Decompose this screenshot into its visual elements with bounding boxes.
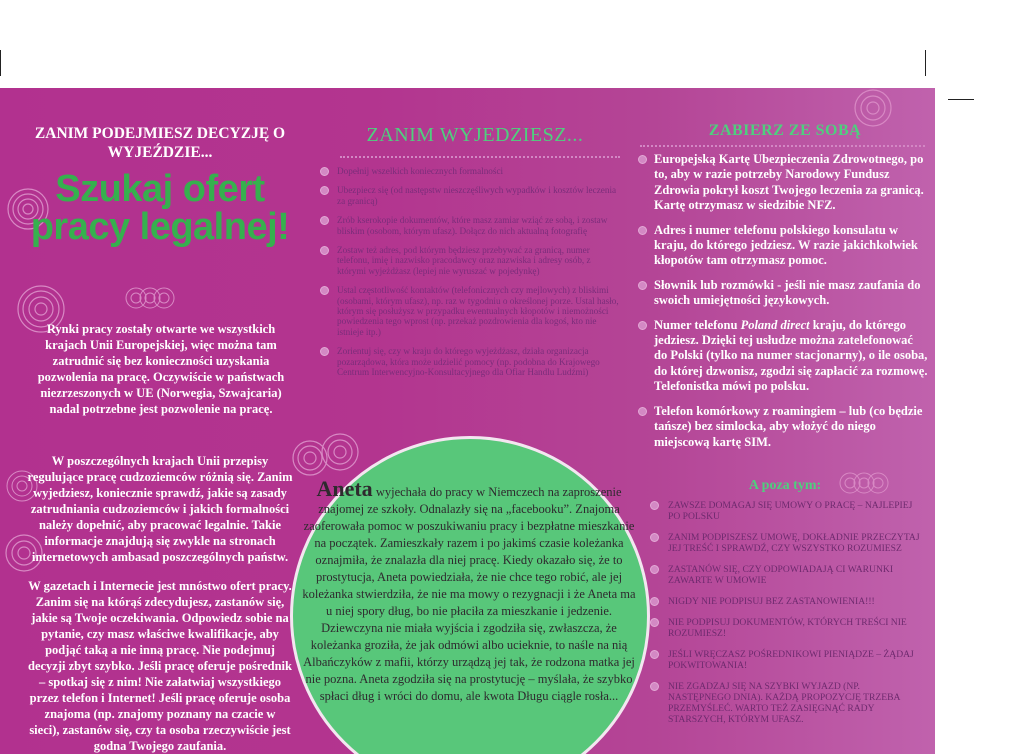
bullet-icon: [650, 682, 659, 691]
list-item-text: Numer telefonu: [654, 317, 741, 332]
take-with-you-list: [638, 152, 928, 459]
bullet-icon: [650, 565, 659, 574]
warnings-list: [650, 500, 920, 735]
bullet-icon: [320, 186, 329, 195]
list-item-text: Telefon komórkowy z roamingiem – lub (co będzie tańsze) bez simlocka, aby włożyć do niego miejscową kartę SIM.: [654, 403, 923, 449]
bullet-icon: [650, 618, 659, 627]
leaflet-panel: [0, 88, 935, 754]
list-item-text: NIE ZGADZAJ SIĘ NA SZYBKI WYJAZD (NP. NASTĘPNEGO DNIA). KAŻDĄ PROPOZYCJĘ TRZEBA PRZEMYŚLEĆ. WARTO TEŻ ZASIĘGNĄĆ RADY STARSZYCH, KTÓRYM UFASZ.: [668, 681, 900, 725]
list-item-text: Zorientuj się, czy w kraju do którego wyjeżdżasz, działa organizacja pozarządowa, która może udzielić pomocy (np. podobna do Krajowego Centrum Interwencyjno-Konsultacyjnego dla Ofiar Handlu Ludźmi): [337, 346, 600, 378]
list-item-text: Europejską Kartę Ubezpieczenia Zdrowotnego, po to, aby w razie potrzeby Narodowy Fundusz Zdrowia pokrył koszt Twojego leczenia za granicą. Kartę otrzymasz w siedzibie NFZ.: [654, 152, 924, 213]
list-item: [320, 166, 620, 176]
bullet-icon: [650, 597, 659, 606]
list-item-text: Dopełnij wszelkich koniecznych formalności: [337, 166, 504, 176]
bullet-icon: [638, 281, 647, 290]
divider: [640, 145, 925, 147]
list-item-text: Zrób kserokopie dokumentów, które masz zamiar wziąć ze sobą, i zostaw bliskim (osobom, którym ufasz). Dołącz do nich aktualną fotografię: [337, 215, 608, 236]
col1-paragraph-labour-markets: Rynki pracy zostały otwarte we wszystkich krajach Unii Europejskiej, więc można tam zatrudnić się bez konieczności uzyskania pozwolenia na pracę. Oczywiście w państwach niezrzeszonych w UE (Norwegia, Szwajcaria) nadal potrzebne jest pozwolenie na pracę.: [37, 322, 285, 416]
list-item: [320, 245, 620, 276]
bullet-icon: [320, 286, 329, 295]
crop-mark: [948, 99, 974, 100]
before-departure-list: [320, 166, 620, 387]
list-item-text: ZANIM PODPISZESZ UMOWĘ, DOKŁADNIE PRZECZYTAJ JEJ TREŚĆ I SPRAWDŹ, CZY WSZYSTKO ROZUMIESZ: [668, 532, 920, 554]
list-item-text: NIE PODPISUJ DOKUMENTÓW, KTÓRYCH TREŚCI NIE ROZUMIESZ!: [668, 617, 907, 639]
crop-mark: [0, 50, 1, 76]
list-item: [320, 185, 620, 206]
list-item-text: ZAWSZE DOMAGAJ SIĘ UMOWY O PRACĘ – NAJLEPIEJ PO POLSKU: [668, 500, 913, 522]
divider: [340, 156, 620, 158]
col2-heading: ZANIM WYJEDZIESZ...: [366, 124, 584, 146]
spiral-ornament: [124, 284, 176, 312]
headline: Szukaj ofert pracy legalnej!: [30, 168, 290, 248]
list-item: [320, 285, 620, 337]
list-item: [650, 596, 920, 607]
bullet-icon: [320, 246, 329, 255]
list-item-text: ZASTANÓW SIĘ, CZY ODPOWIADAJĄ CI WARUNKI ZAWARTE W UMOWIE: [668, 564, 894, 586]
list-item-text: kraju, do którego jedziesz. Dzięki tej usłudze można zatelefonować do Polski (tylko na numer stacjonarny), o ile osoba, do której dzwonisz, zgodzi się zapłacić za rozmowę. Telefonistka mówi po polsku.: [654, 317, 928, 394]
list-item-text: Ustal częstotliwość kontaktów (telefonicznych czy mejlowych) z bliskimi (osobami, którym ufasz), np. raz w tygodniu o określonej porze. Ustal hasło, którym się posłużysz w przypadku ewentualnych kłopotów i niemożności powiedzenia tego wprost (np. przekaż pozdrowienia dla kogoś, kto nie istnieje itp.): [337, 285, 619, 337]
bullet-icon: [638, 226, 647, 235]
list-item: [650, 617, 920, 639]
list-item-text: Słownik lub rozmówki - jeśli nie masz zaufania do swoich umiejętności językowych.: [654, 277, 921, 308]
list-item-text: Adres i numer telefonu polskiego konsulatu w kraju, do którego jedziesz. W razie jakichkolwiek kłopotów tam otrzymasz pomoc.: [654, 222, 918, 268]
col1-paragraph-regulations: W poszczególnych krajach Unii przepisy regulujące pracę cudzoziemców różnią się. Zanim wyjedziesz, koniecznie sprawdź, jakie są zasady zatrudniania cudzoziemców i jakich formalności należy dopełnić, aby pracować legalnie. Takie informacje znajdują się zwykle na stronach internetowych ambasad poszczególnych państw.: [27, 454, 293, 564]
list-item: [638, 152, 928, 214]
list-item-text: Ubezpiecz się (od następstw nieszczęśliwych wypadków i kosztów leczenia za granicą): [337, 185, 617, 206]
crop-mark: [925, 50, 926, 76]
bullet-icon: [638, 321, 647, 330]
list-item: [320, 215, 620, 236]
story-text: wyjechała do pracy w Niemczech na zaproszenie znajomej ze szkoły. Odnalazły się na „facebooku”. Znajoma zaoferowała pomoc w poszukiwaniu pracy i bezpłatne mieszkanie na początek. Zamieszkały razem i po jakimś czasie koleżanka oznajmiła, że znalazła dla niej pracę. Kiedy okazało się, że to prostytucja, Aneta powiedziała, że nie chce tego robić, ale jej koleżanka stwierdziła, że nie ma mowy o rezygnacji i że Aneta ma u niej spory dług, bo nie płaciła za mieszkanie i jedzenie. Dziewczyna nie miała wyjścia i zgodziła się, zwłaszcza, że koleżanka groziła, że jak odmówi albo ucieknie, to naśle na nią Albańczyków z mafii, którzy urządzą jej tak, że rodzona matka jej nie pozna. Aneta zgodziła się na prostytucję – myślała, że szybko spłaci dług i wróci do domu, ale kwota Długu ciągle rosła...: [302, 485, 636, 703]
bullet-icon: [638, 407, 647, 416]
bullet-icon: [650, 501, 659, 510]
list-item: [638, 318, 928, 395]
list-item: [320, 346, 620, 377]
bullet-icon: [320, 167, 329, 176]
col1-paragraph-job-offers: W gazetach i Internecie jest mnóstwo ofert pracy. Zanim się na którąś zdecydujesz, zastanów się, jakie są Twoje oczekiwania. Odpowiedz sobie na pytanie, czy masz właściwe kwalifikacje, aby podjąć taką a nie inną pracę. Nie podejmuj decyzji zbyt szybko. Jeśli pracę oferuje pośrednik – spotkaj się z nim! Nie załatwiaj wszystkiego przez telefon i Internet! Jeśli pracę oferuje osoba znajoma (np. znajomy poznany na czacie w sieci), zastanów się, czy ta osoba rzeczywiście jest godna Twojego zaufania.: [28, 579, 292, 753]
list-item-text: Zostaw też adres, pod którym będziesz przebywać za granicą, numer telefonu, imię i nazwisko pracodawcy oraz nazwiska i adresy osób, z którymi wyjeżdżasz (lepiej nie wyruszać w pojedynkę): [337, 245, 591, 276]
story-name: Aneta: [316, 476, 373, 501]
bullet-icon: [320, 216, 329, 225]
list-item: [650, 681, 920, 725]
list-item: [638, 278, 928, 309]
bullet-icon: [320, 347, 329, 356]
list-item: [650, 564, 920, 586]
bullet-icon: [650, 650, 659, 659]
list-item-text: JEŚLI WRĘCZASZ POŚREDNIKOWI PIENIĄDZE – ŻĄDAJ POKWITOWANIA!: [668, 649, 914, 671]
col3-subheading: A poza tym:: [748, 478, 822, 493]
col1-heading: ZANIM PODEJMIESZ DECYZJĘ O WYJEŹDZIE...: [34, 125, 286, 161]
list-item: [650, 532, 920, 554]
list-item: [638, 404, 928, 450]
list-item: [650, 500, 920, 522]
story-text-block: [300, 476, 638, 705]
bullet-icon: [650, 533, 659, 542]
bullet-icon: [638, 155, 647, 164]
list-item: [650, 649, 920, 671]
list-item-text: NIGDY NIE PODPISUJ BEZ ZASTANOWIENIA!!!: [668, 596, 875, 607]
col3-heading: ZABIERZ ZE SOBĄ: [708, 122, 862, 139]
list-item: [638, 223, 928, 269]
list-item-text: Poland direct: [740, 317, 810, 332]
